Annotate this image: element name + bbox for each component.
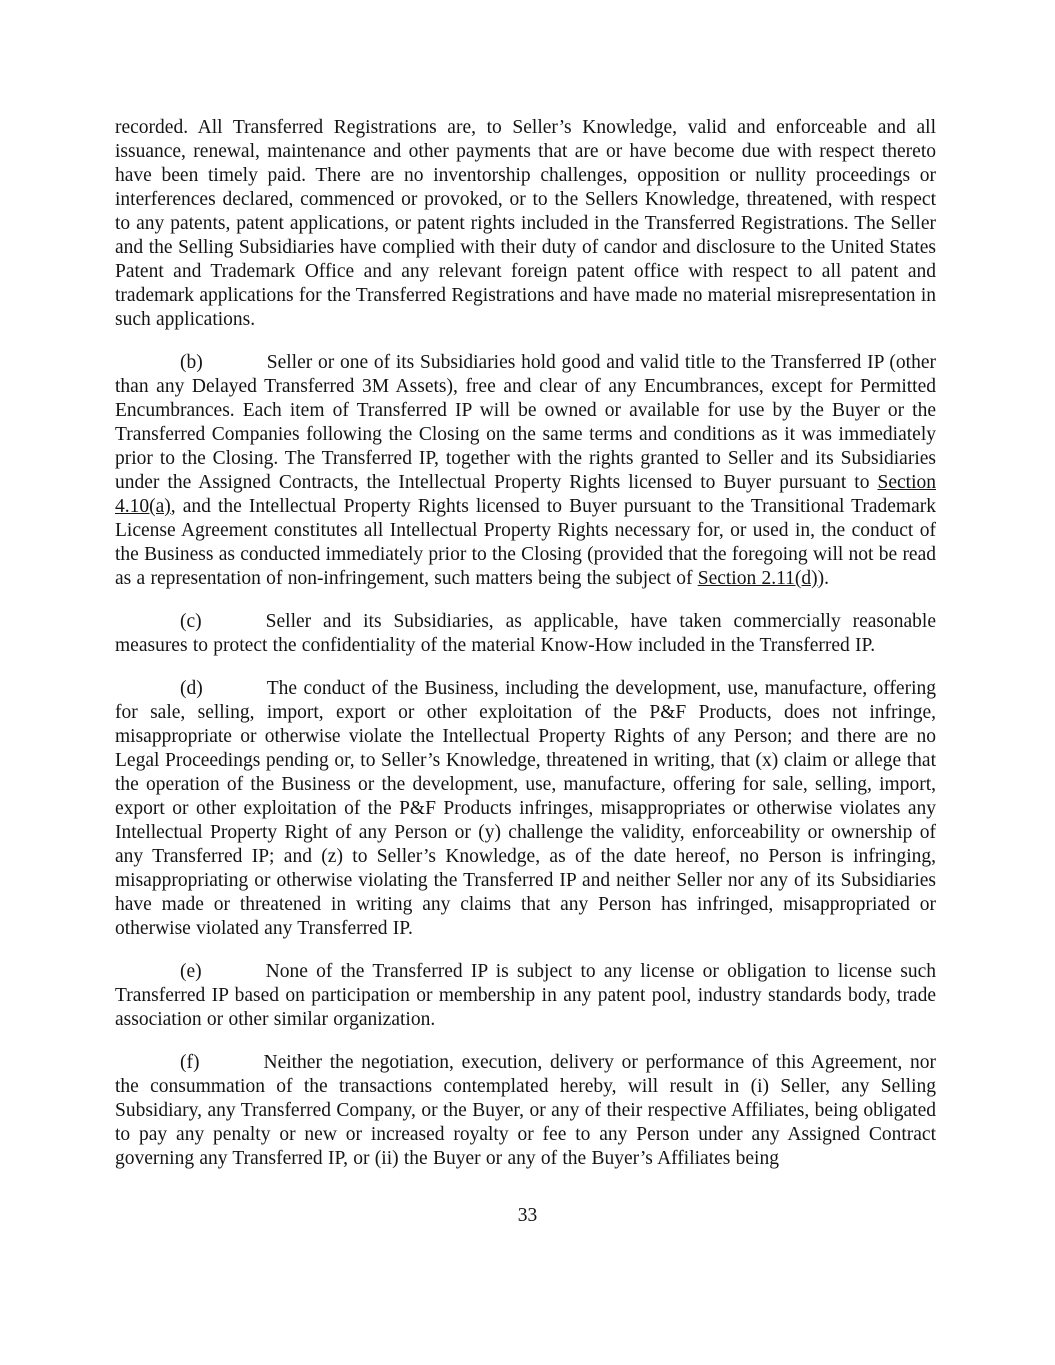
clause-b-text: , and the Intellectual Property Rights licensed to Buyer pursuant to the Transitional Trademark License Agreement constitutes all Intellectual Property Rights necessary for, or used in, the conduct of the Business as conducted immediately prior to the Closing (provided that the foregoing will not be read as a representation of non-infringement, such matters being the subject of (115, 496, 936, 589)
clause-label-f: (f) (180, 1052, 200, 1073)
clause-label-e: (e) (180, 961, 202, 982)
section-reference-2-11-d: Section 2.11(d) (697, 568, 818, 589)
paragraph-clause-b (115, 351, 936, 591)
paragraph-continuation: recorded. All Transferred Registrations are, to Seller’s Knowledge, valid and enforceable and all issuance, renewal, maintenance and other payments that are or have become due with respect thereto have been timely paid. There are no inventorship challenges, opposition or nullity proceedings or interferences declared, commenced or provoked, or to the Sellers Knowledge, threatened, with respect to any patents, patent applications, or patent rights included in the Transferred Registrations. The Seller and the Selling Subsidiaries have complied with their duty of candor and disclosure to the United States Patent and Trademark Office and any relevant foreign patent office with respect to all patent and trademark applications for the Transferred Registrations and have made no material misrepresentation in such applications. (115, 117, 936, 330)
clause-f-text: Neither the negotiation, execution, delivery or performance of this Agreement, nor the consummation of the transactions contemplated hereby, will result in (i) Seller, any Selling Subsidiary, any Transferred Company, or the Buyer, or any of their respective Affiliates, being obligated to pay any penalty or new or increased royalty or fee to any Person under any Assigned Contract governing any Transferred IP, or (ii) the Buyer or any of the Buyer’s Affiliates being (115, 1052, 936, 1169)
clause-d-text: The conduct of the Business, including the development, use, manufacture, offering for sale, selling, import, export or other exploitation of the P&F Products, does not infringe, misappropriate or otherwise violate the Intellectual Property Rights of any Person; and there are no Legal Proceedings pending or, to Seller’s Knowledge, threatened in writing, that (x) claim or allege that the operation of the Business or the development, use, manufacture, offering for sale, selling, import, export or other exploitation of the P&F Products infringes, misappropriates or otherwise violates any Intellectual Property Right of any Person or (y) challenge the validity, enforceability or ownership of any Transferred IP; and (z) to Seller’s Knowledge, as of the date hereof, no Person is infringing, misappropriating or otherwise violating the Transferred IP and neither Seller nor any of its Subsidiaries have made or threatened in writing any claims that any Person has infringed, misappropriated or otherwise violated any Transferred IP. (115, 678, 936, 939)
document-body (115, 116, 936, 1190)
clause-b-text: ). (817, 568, 829, 589)
paragraph-clause-d (115, 677, 936, 941)
paragraph-clause-f (115, 1051, 936, 1171)
clause-c-text: Seller and its Subsidiaries, as applicable, have taken commercially reasonable measures to protect the confidentiality of the material Know-How included in the Transferred IP. (115, 611, 936, 656)
page-number: 33 (517, 1205, 538, 1226)
clause-label-b: (b) (180, 352, 203, 373)
clause-label-d: (d) (180, 678, 203, 699)
paragraph-clause-e (115, 960, 936, 1032)
clause-b-text: Seller or one of its Subsidiaries hold good and valid title to the Transferred IP (other than any Delayed Transferred 3M Assets), free and clear of any Encumbrances, except for Permitted Encumbrances. Each item of Transferred IP will be owned or available for use by the Buyer or the Transferred Companies following the Closing on the same terms and conditions as it was immediately prior to the Closing. The Transferred IP, together with the rights granted to Seller and its Subsidiaries under the Assigned Contracts, the Intellectual Property Rights licensed to Buyer pursuant to (115, 352, 936, 493)
clause-label-c: (c) (180, 611, 202, 632)
clause-e-text: None of the Transferred IP is subject to any license or obligation to license such Transferred IP based on participation or membership in any patent pool, industry standards body, trade association or other similar organization. (115, 961, 936, 1030)
section-reference-4-10-a: Section 4.10(a) (115, 472, 936, 517)
paragraph-clause-c (115, 610, 936, 658)
